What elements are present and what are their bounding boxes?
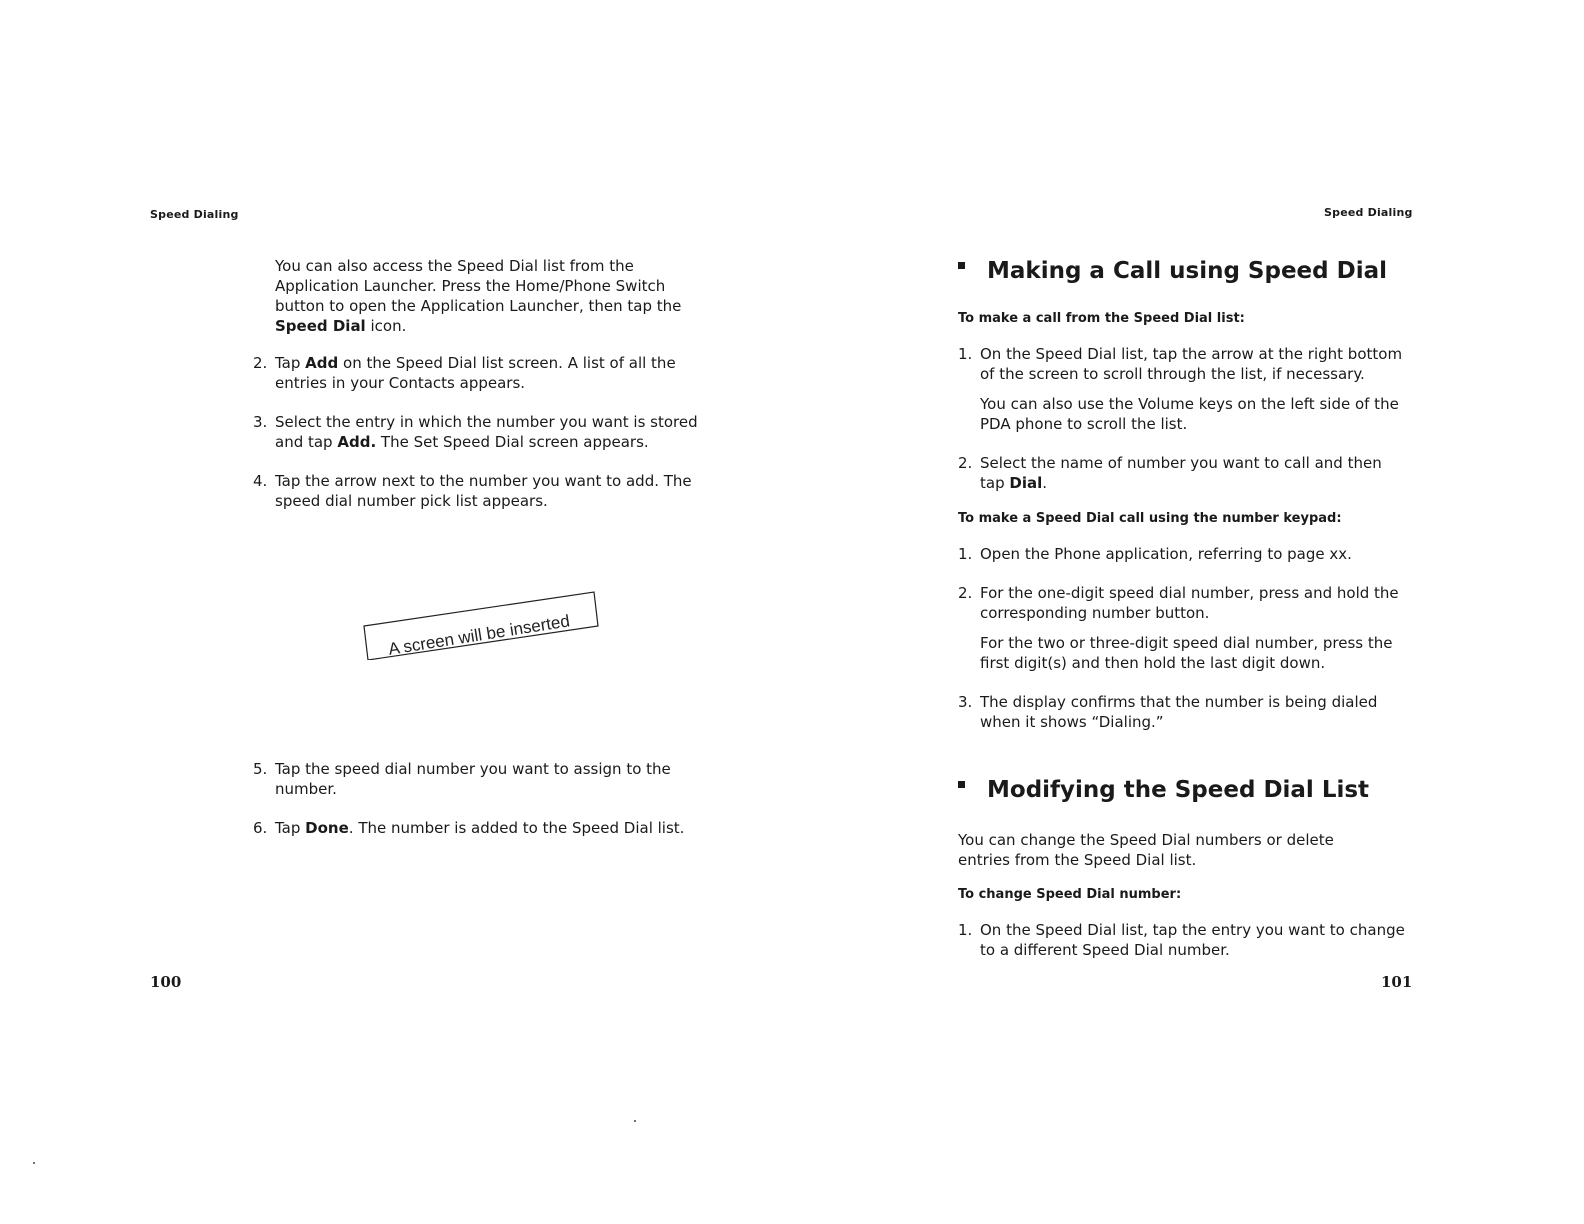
step-number: 3.: [253, 413, 268, 431]
step-number: 6.: [253, 819, 268, 837]
right-page-number: 101: [1381, 973, 1413, 991]
subheading-from-list: To make a call from the Speed Dial list:: [958, 311, 1245, 326]
step-number: 5.: [253, 760, 268, 778]
step-number: 1.: [958, 545, 973, 563]
step-number: 4.: [253, 472, 268, 490]
step-number: 1.: [958, 921, 973, 939]
scan-speck: [634, 1120, 636, 1122]
right-running-header: Speed Dialing: [1324, 206, 1413, 219]
left-page-number: 100: [150, 973, 182, 991]
step-number: 2.: [958, 454, 973, 472]
bullet-icon: [958, 262, 965, 269]
intro-bold: Speed Dial: [275, 317, 366, 335]
subheading-change-number: To change Speed Dial number:: [958, 887, 1182, 902]
intro-text: You can also access the Speed Dial list from the Application Launcher. Press the Home/Phone Switch button to open the Application Launcher, then tap the: [275, 257, 682, 315]
step-number: 3.: [958, 693, 973, 711]
section-title: Modifying the Speed Dial List: [987, 777, 1370, 803]
section-title: Making a Call using Speed Dial: [987, 258, 1388, 284]
screen-placeholder-stamp: [362, 590, 602, 660]
step-number: 2.: [958, 584, 973, 602]
subheading-keypad: To make a Speed Dial call using the number keypad:: [958, 511, 1342, 526]
section2-intro: You can change the Speed Dial numbers or delete entries from the Speed Dial list.: [958, 831, 1334, 869]
bullet-icon: [958, 781, 965, 788]
intro-text-end: icon.: [365, 317, 407, 335]
left-intro-paragraph: [275, 256, 705, 336]
step-number: 1.: [958, 345, 973, 363]
stamp-text: A screen will be inserted: [387, 611, 572, 659]
scan-speck: [33, 1162, 35, 1164]
left-running-header: Speed Dialing: [150, 208, 239, 221]
step-number: 2.: [253, 354, 268, 372]
